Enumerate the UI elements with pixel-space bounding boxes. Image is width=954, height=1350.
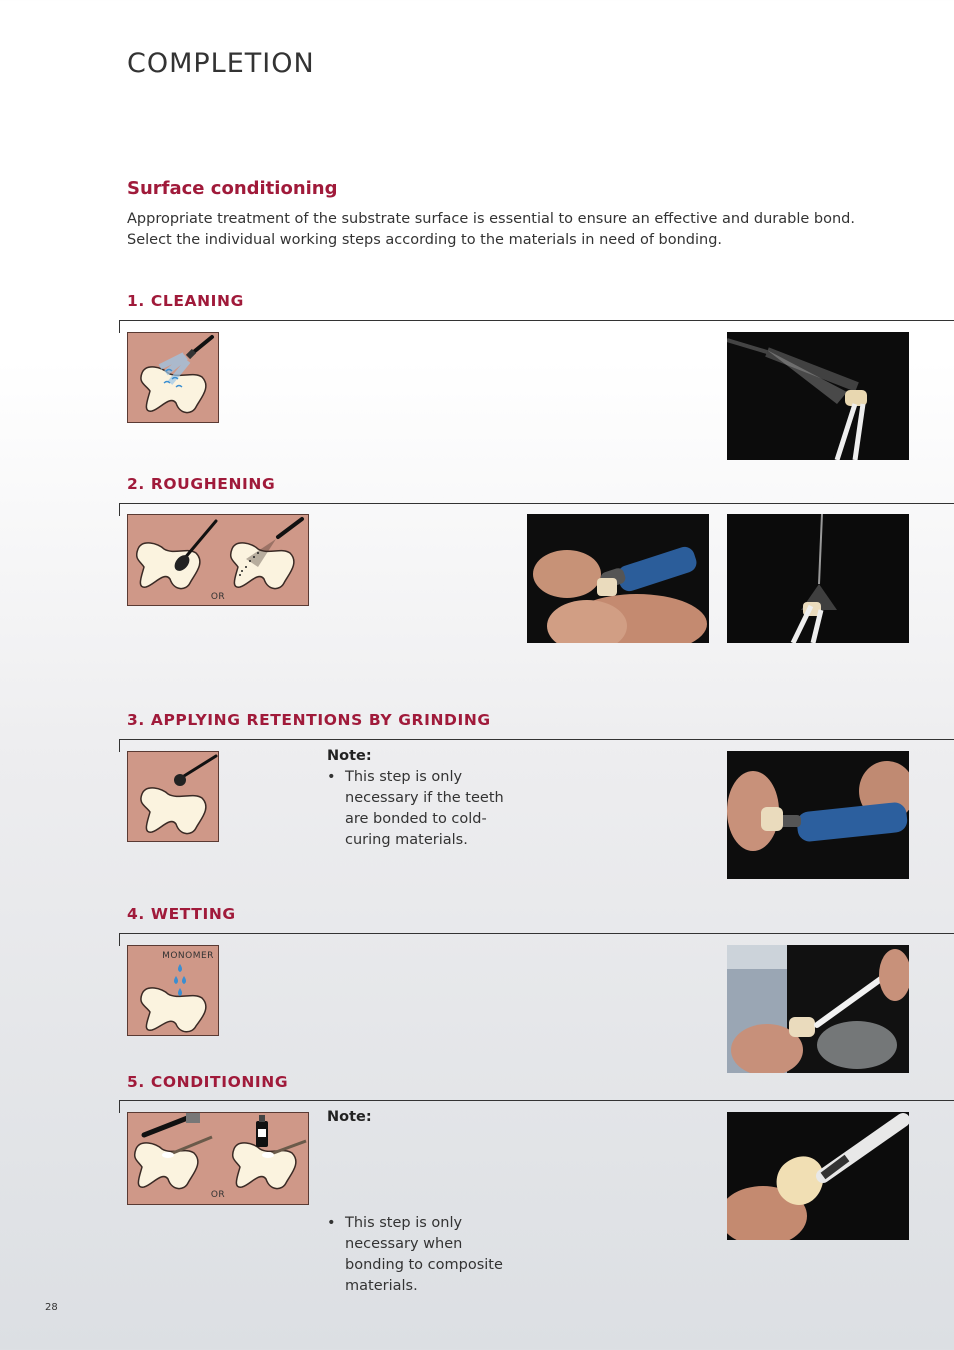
roughening-bur-photo <box>527 514 709 643</box>
page-title: COMPLETION <box>127 48 315 79</box>
step-heading-roughening: 2. ROUGHENING <box>127 475 276 493</box>
note-text: • This step is only necessary when bonding to composite materials. <box>327 1213 520 1297</box>
step-heading-retentions: 3. APPLYING RETENTIONS BY GRINDING <box>127 711 491 729</box>
or-label: OR <box>210 592 226 602</box>
conditioning-photo <box>727 1112 909 1240</box>
monomer-label: MONOMER <box>162 951 214 961</box>
grinding-bur-icon <box>174 756 216 786</box>
page-number: 28 <box>45 1302 58 1313</box>
section-title: Surface conditioning <box>127 178 338 199</box>
note-title: Note: <box>327 1109 372 1125</box>
note-text: • This step is only necessary if the teeth are bonded to cold-curing materials. <box>327 767 520 851</box>
wetting-diagram <box>127 945 219 1036</box>
retentions-diagram <box>127 751 219 842</box>
monomer-drops-icon <box>174 964 186 996</box>
retentions-photo <box>727 751 909 879</box>
step-heading-wetting: 4. WETTING <box>127 905 236 923</box>
section-intro: Appropriate treatment of the substrate surface is essential to ensure an effective and durable bond. Select the individual working steps according to the materials in need of bonding. <box>127 211 855 248</box>
conditioning-diagram <box>127 1112 309 1205</box>
cleaning-diagram <box>127 332 219 423</box>
step-heading-conditioning: 5. CONDITIONING <box>127 1073 289 1091</box>
roughening-sandblast-photo <box>727 514 909 643</box>
or-label: OR <box>210 1190 226 1200</box>
step-heading-cleaning: 1. CLEANING <box>127 292 244 310</box>
wetting-photo <box>727 945 909 1073</box>
note-title: Note: <box>327 748 372 764</box>
roughening-diagram <box>127 514 309 606</box>
steam-jet-icon <box>128 333 218 422</box>
cleaning-photo <box>727 332 909 460</box>
